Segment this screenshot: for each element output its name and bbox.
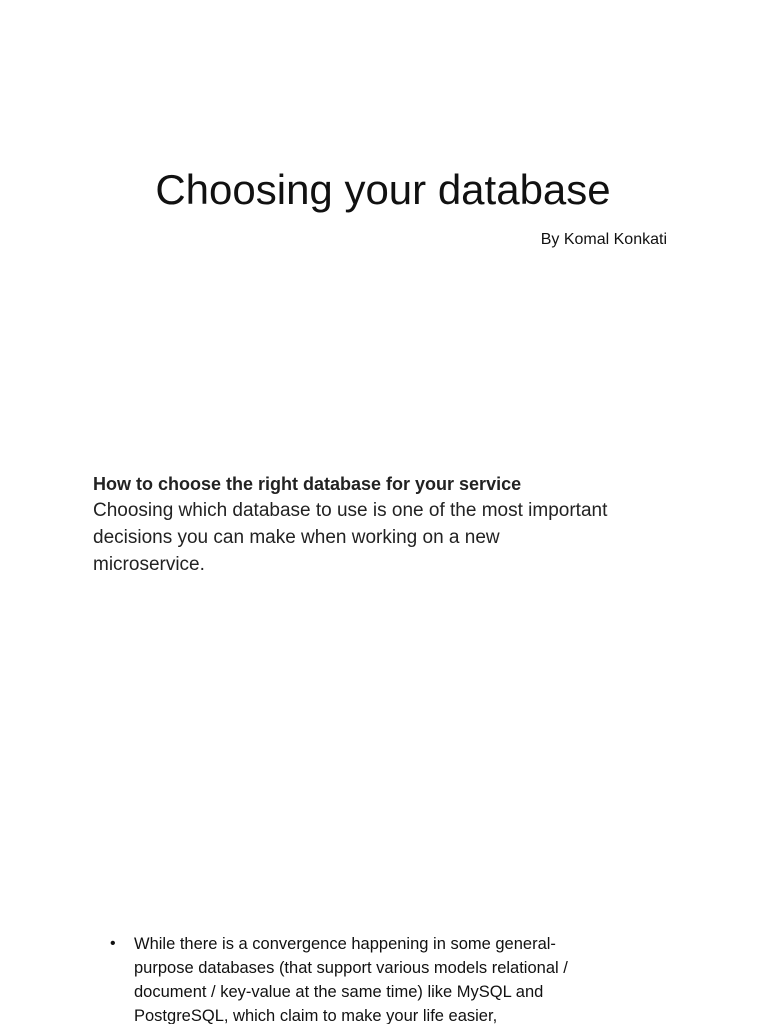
intro-section	[93, 471, 613, 578]
bullet-list	[110, 932, 600, 1024]
section-heading: How to choose the right database for your service	[93, 474, 522, 494]
bullet-text: While there is a convergence happening in some general-purpose databases (that support various models relational / document / key-value at the same time) like MySQL and PostgreSQL, which claim to make your life easier,	[134, 935, 568, 1024]
section-body: Choosing which database to use is one of the most important decisions you can make when working on a new microservice.	[93, 500, 608, 575]
bullet-marker-icon: •	[110, 935, 116, 952]
document-title: Choosing your database	[155, 166, 611, 213]
author-byline: By Komal Konkati	[540, 231, 667, 248]
bullet-item	[110, 932, 600, 1024]
